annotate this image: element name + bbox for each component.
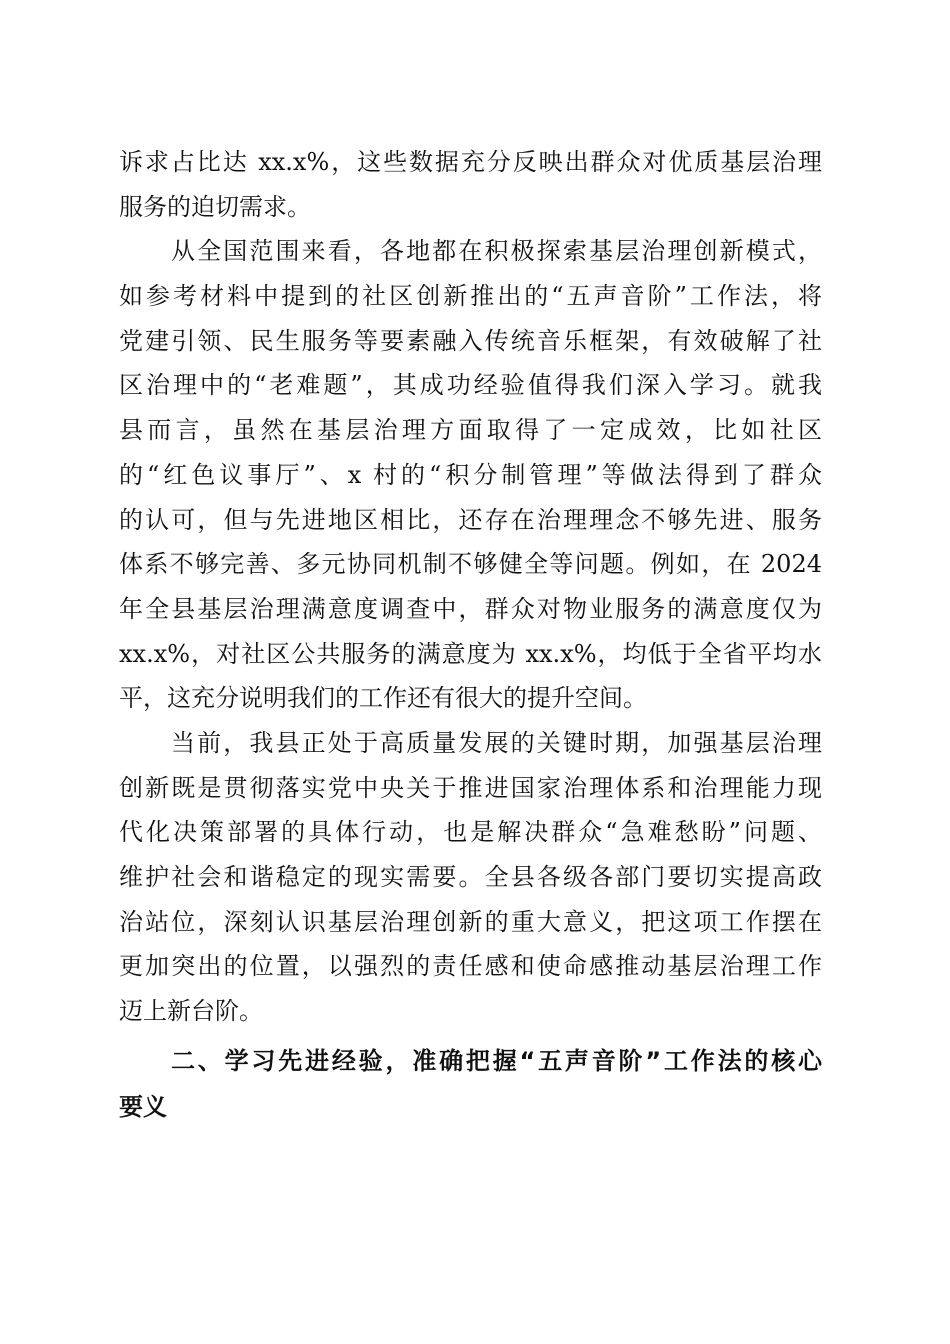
paragraph-current-situation [119,721,822,1034]
text-line: 诉求占比达 xx.x%，这些数据充分反映出群众对优质基层治理 [119,148,822,176]
text-line: 的“红色议事厅”、x 村的“积分制管理”等做法得到了群众 [119,460,822,489]
text-line: 迈上新台阶。 [119,997,263,1026]
document-page [119,140,822,1130]
text-line: 如参考材料中提到的社区创新推出的“五声音阶”工作法，将 [119,282,822,311]
text-line: 区治理中的“老难题”，其成功经验值得我们深入学习。就我 [119,371,822,400]
paragraph-national-context [119,229,822,721]
text-line: xx.x%，对社区公共服务的满意度为 xx.x%，均低于全省平均水 [119,639,822,668]
section-heading-2 [119,1038,822,1130]
text-line: 从全国范围来看，各地都在积极探索基层治理创新模式， [171,237,822,266]
text-line: 的认可，但与先进地区相比，还存在治理理念不够先进、服务 [119,505,822,534]
text-line: 代化决策部署的具体行动，也是解决群众“急难愁盼”问题、 [119,818,822,847]
text-line: 创新既是贯彻落实党中央关于推进国家治理体系和治理能力现 [119,773,822,802]
text-line: 治站位，深刻认识基层治理创新的重大意义，把这项工作摆在 [119,907,822,936]
paragraph-demand-summary [119,140,822,229]
heading-line: 二、学习先进经验，准确把握“五声音阶”工作法的核心 [171,1046,822,1075]
text-line: 维护社会和谐稳定的现实需要。全县各级各部门要切实提高政 [119,863,822,891]
text-line: 年全县基层治理满意度调查中，群众对物业服务的满意度仅为 [119,594,822,623]
text-line: 服务的迫切需求。 [119,192,311,221]
text-line: 更加突出的位置，以强烈的责任感和使命感推动基层治理工作 [119,952,822,981]
text-line: 平，这充分说明我们的工作还有很大的提升空间。 [119,684,647,713]
heading-line: 要义 [119,1092,167,1121]
text-line: 县而言，虽然在基层治理方面取得了一定成效，比如社区 [119,416,822,445]
text-line: 当前，我县正处于高质量发展的关键时期，加强基层治理 [171,728,822,757]
text-line: 党建引领、民生服务等要素融入传统音乐框架，有效破解了社 [119,326,822,355]
text-line: 体系不够完善、多元协同机制不够健全等问题。例如，在 2024 [119,550,822,579]
